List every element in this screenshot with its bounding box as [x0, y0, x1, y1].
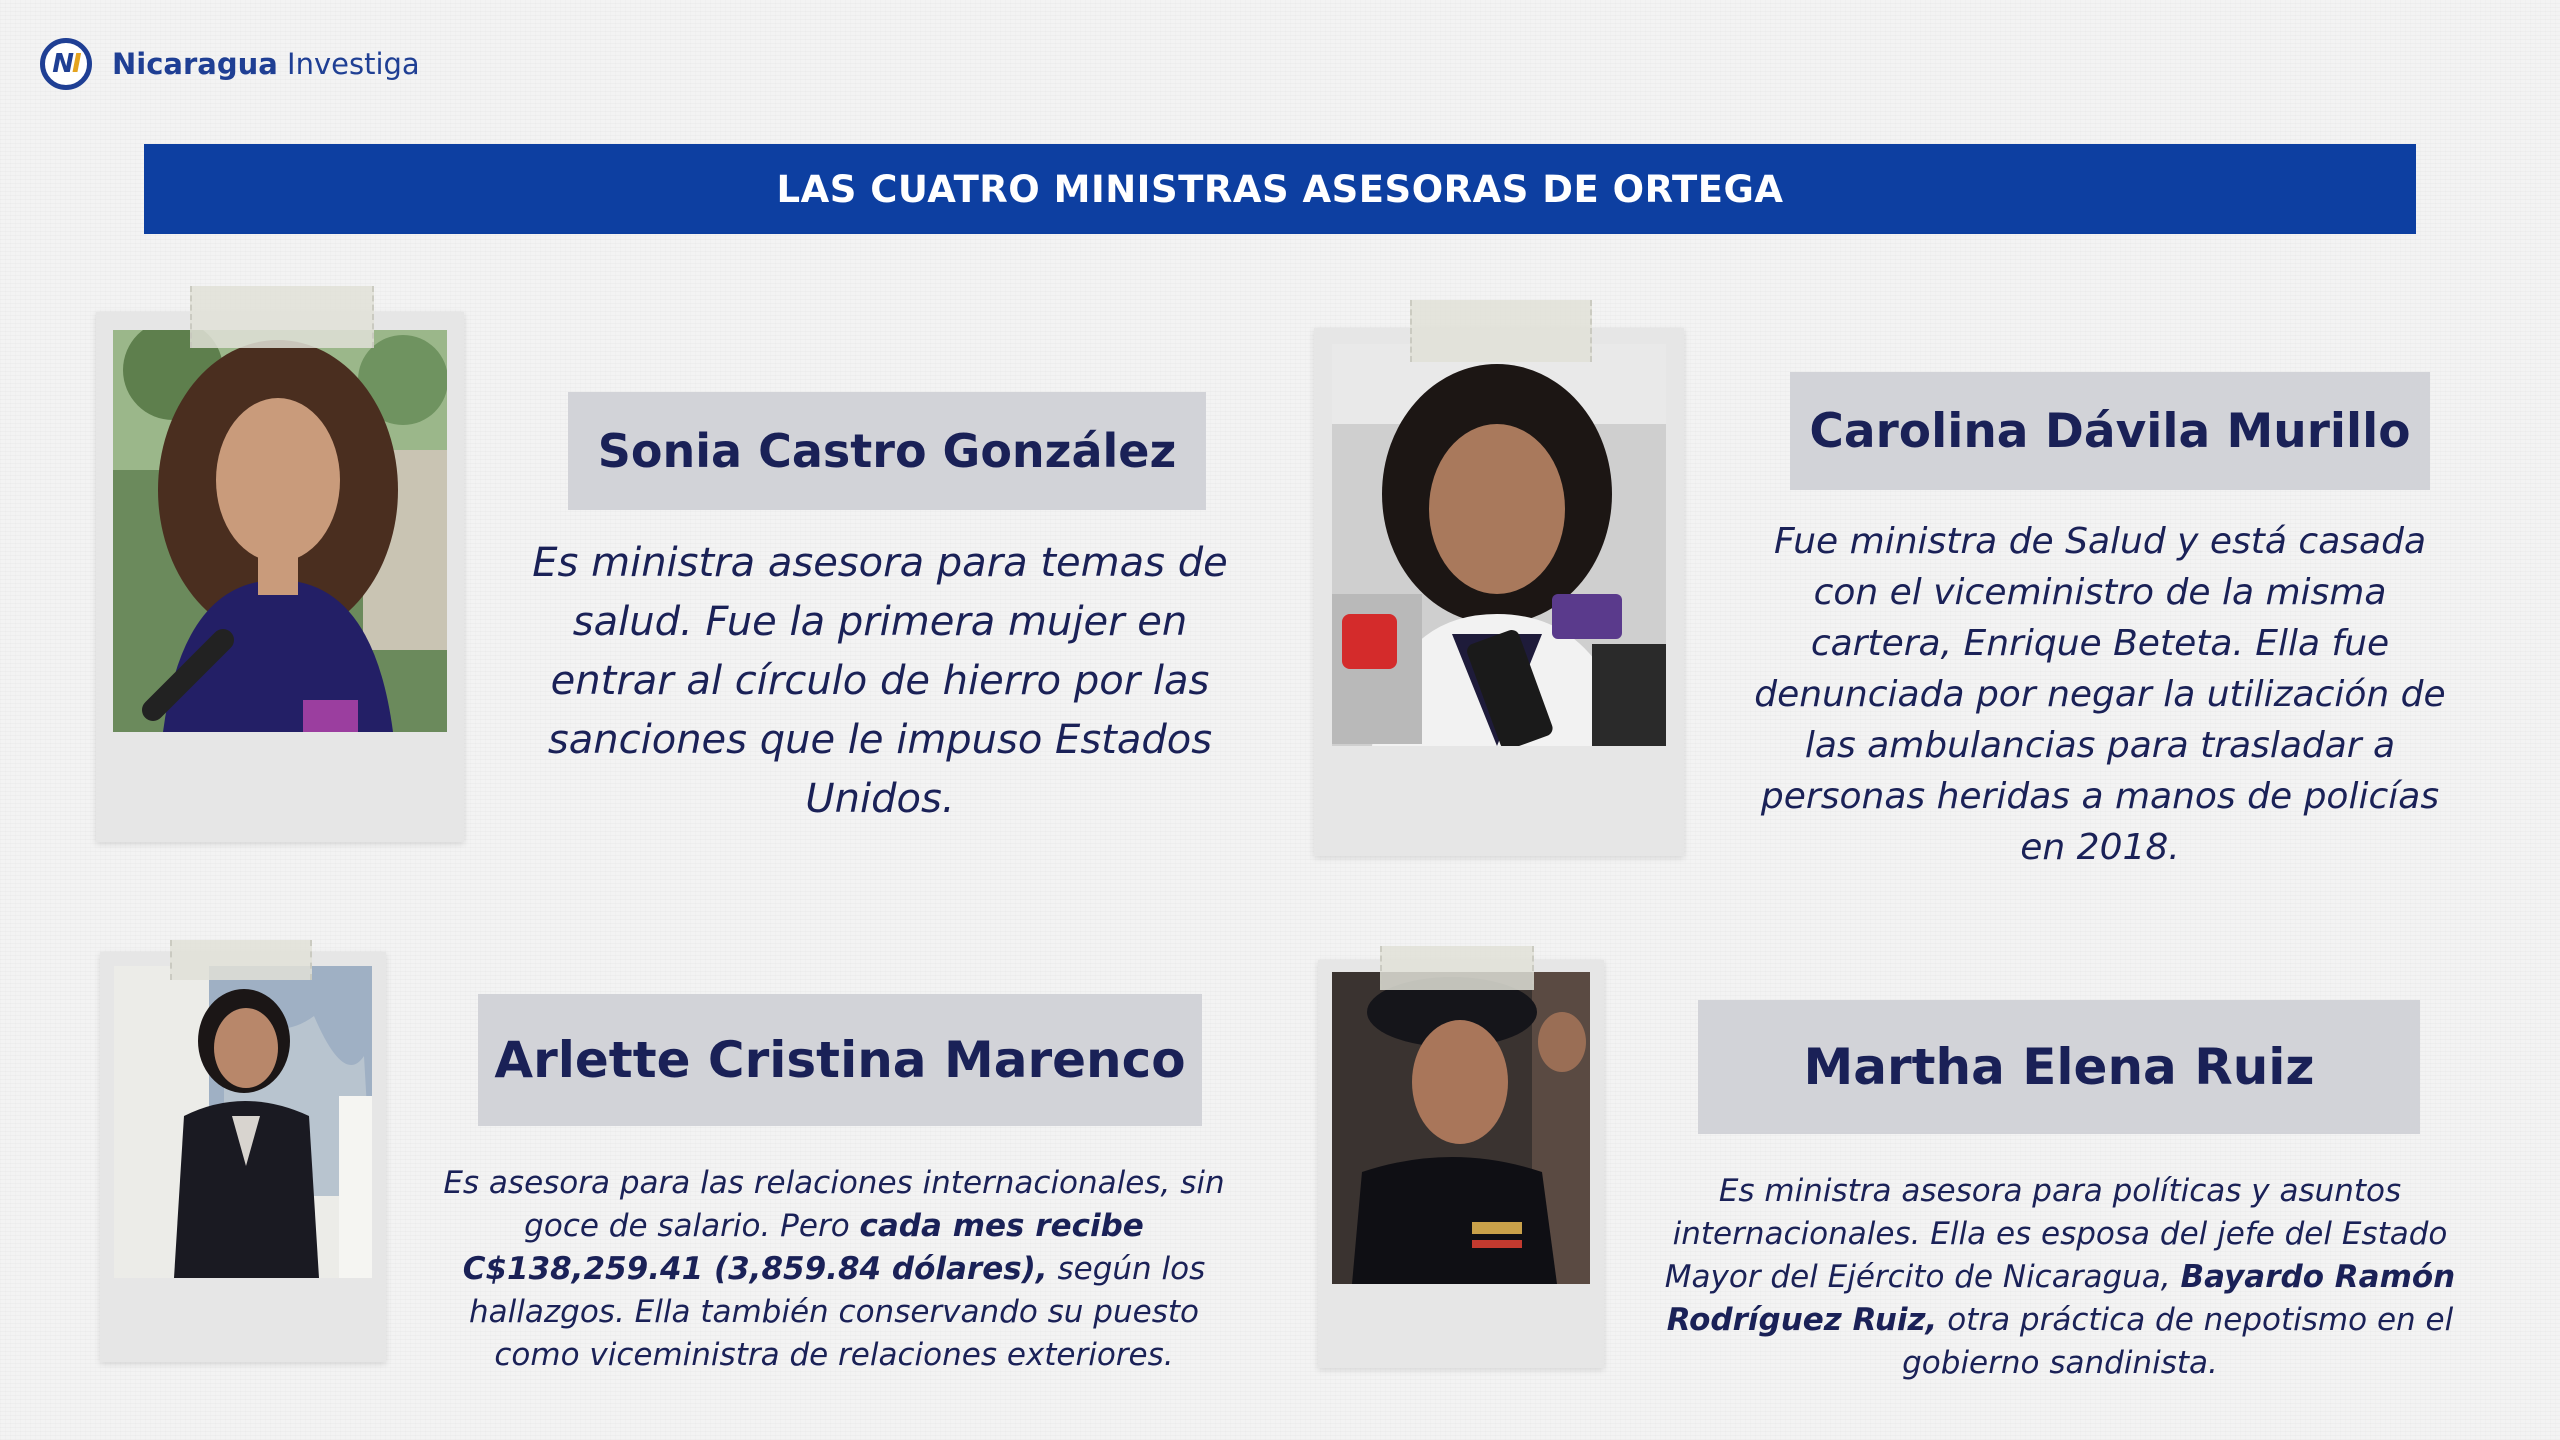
tape-decoration [170, 940, 312, 980]
name-box-carolina [1790, 372, 2430, 490]
description-highlight: cada mes recibe C$138,259.41 (3,859.84 dólares), [462, 1208, 1144, 1287]
header-title-bar [144, 144, 2416, 234]
logo-mark-n: N [52, 49, 73, 79]
tape-decoration [190, 286, 374, 348]
site-logo[interactable] [40, 38, 420, 90]
logo-mark-i: I [72, 49, 80, 79]
photo-frame-carolina [1314, 328, 1684, 856]
profile-name: Sonia Castro González [597, 424, 1177, 478]
photo-frame-martha [1318, 960, 1604, 1368]
page-title: LAS CUATRO MINISTRAS ASESORAS DE ORTEGA [776, 167, 1784, 211]
profile-description: Fue ministra de Salud y está casada con el viceministro de la misma cartera, Enrique Beteta. Ella fue denunciada por negar la utilización de las ambulancias para trasladar a personas heridas a manos de policías en 2018. [1754, 521, 2446, 868]
photo-frame-sonia [96, 312, 464, 842]
photo-frame-arlette [100, 952, 386, 1362]
portrait-photo-martha [1332, 972, 1590, 1284]
profile-name: Arlette Cristina Marenco [494, 1031, 1186, 1089]
description-text: Es ministra asesora para políticas y asuntos internacionales. Ella es esposa del jefe del Estado Mayor del Ejército de Nicaragua, [1664, 1173, 2448, 1295]
description-text: Es asesora para las relaciones internacionales, sin goce de salario. Pero [443, 1165, 1225, 1244]
profile-description [1650, 1170, 2470, 1385]
description-highlight: Bayardo Ramón Rodríguez Ruiz, [1666, 1259, 2456, 1338]
profile-name: Martha Elena Ruiz [1803, 1038, 2315, 1096]
name-box-arlette [478, 994, 1202, 1126]
name-box-martha [1698, 1000, 2420, 1134]
logo-mark-icon [40, 38, 92, 90]
logo-brand-bold: Nicaragua [112, 47, 278, 81]
tape-decoration [1410, 300, 1592, 362]
tape-decoration [1380, 946, 1534, 990]
profile-description [424, 1162, 1244, 1377]
portrait-photo-sonia [113, 330, 447, 732]
description-text: según los hallazgos. Ella también conservando su puesto como viceministra de relaciones exteriores. [469, 1251, 1206, 1373]
profile-description: Es ministra asesora para temas de salud. Fue la primera mujer en entrar al círculo de hierro por las sanciones que le impuso Estados Unidos. [532, 540, 1228, 822]
logo-text [112, 47, 420, 81]
portrait-photo-carolina [1332, 344, 1666, 746]
name-box-sonia [568, 392, 1206, 510]
description-text: otra práctica de nepotismo en el gobierno sandinista. [1902, 1302, 2454, 1381]
portrait-photo-arlette [114, 966, 372, 1278]
profile-name: Carolina Dávila Murillo [1809, 403, 2411, 459]
logo-brand-regular: Investiga [287, 47, 420, 81]
